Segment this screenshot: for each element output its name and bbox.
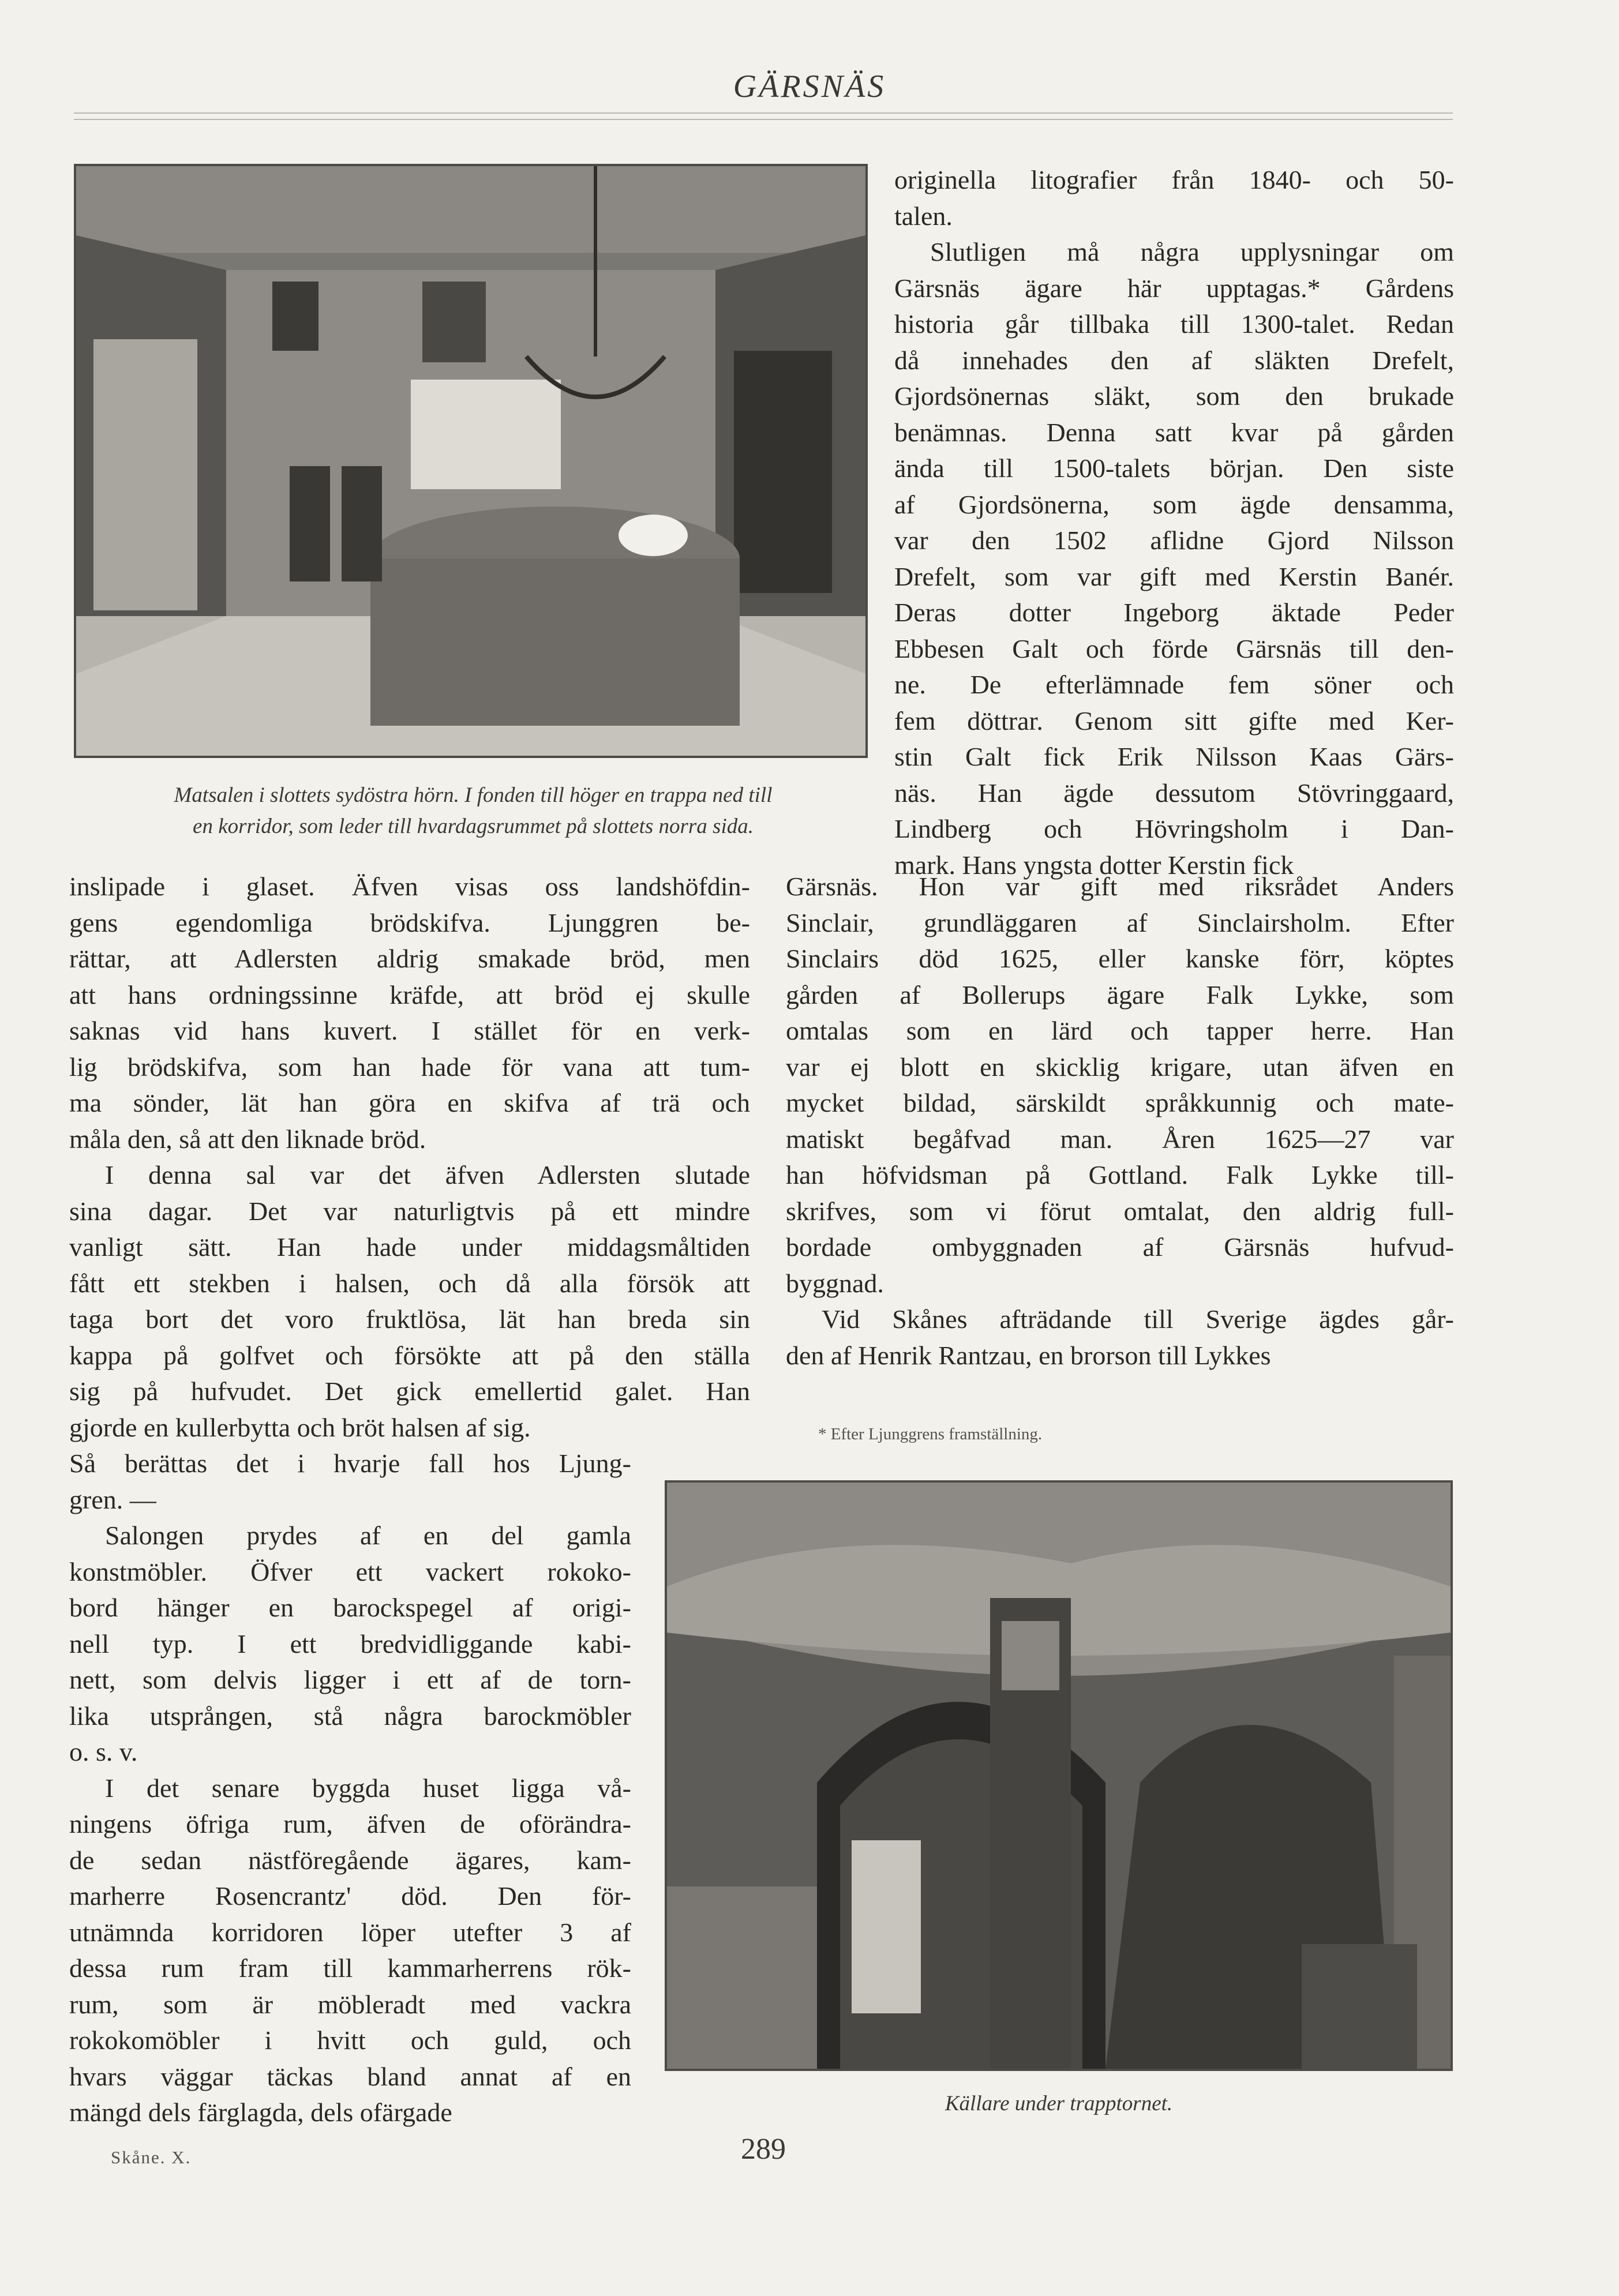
- text-line: utnämnda korridoren löper utefter 3 af: [69, 1917, 631, 1947]
- text-line: han höfvidsman på Gottland. Falk Lykke till-: [786, 1160, 1454, 1190]
- text-line: kappa på golfvet och försökte att på den ställa: [69, 1340, 750, 1370]
- text-line: vanligt sätt. Han hade under middagsmåltiden: [69, 1232, 750, 1262]
- text-line: stin Galt fick Erik Nilsson Kaas Gärs-: [894, 742, 1454, 771]
- text-line: af Gjordsönerna, som ägde densamma,: [894, 489, 1454, 519]
- text-line: lika utsprången, stå några barockmöbler: [69, 1701, 631, 1731]
- text-line: benämnas. Denna satt kvar på gården: [894, 417, 1454, 447]
- text-line: I denna sal var det äfven Adlersten slutade: [105, 1160, 750, 1190]
- text-line: rokokomöbler i hvitt och guld, och: [69, 2025, 631, 2055]
- text-line: bord hänger en barockspegel af origi-: [69, 1593, 631, 1622]
- text-line: rättar, att Adlersten aldrig smakade bröd, men: [69, 944, 750, 973]
- text-line: sina dagar. Det var naturligtvis på ett mindre: [69, 1196, 750, 1226]
- text-line: mängd dels färglagda, dels ofärgade: [69, 2098, 452, 2127]
- text-line: rum, som är möbleradt med vackra: [69, 1989, 631, 2019]
- text-line: matiskt begåfvad man. Åren 1625—27 var: [786, 1124, 1454, 1154]
- text-line: gjorde en kullerbytta och bröt halsen af sig.: [69, 1412, 531, 1442]
- text-line: mycket bildad, särskildt språkkunnig och mate-: [786, 1088, 1454, 1117]
- text-line: gens egendomliga brödskifva. Ljunggren be-: [69, 907, 750, 937]
- text-line: den af Henrik Rantzau, en brorson till Lykkes: [786, 1340, 1271, 1370]
- text-line: Gärsnäs ägare här upptagas.* Gårdens: [894, 273, 1454, 303]
- text-line: lig brödskifva, som han hade för vana att tum-: [69, 1052, 750, 1082]
- top-caption-line2: en korridor, som leder till hvardagsrummet på slottets norra sida.: [193, 815, 754, 838]
- text-line: var ej blott en skicklig krigare, utan äfven en: [786, 1052, 1454, 1082]
- text-line: Deras dotter Ingeborg äktade Peder: [894, 598, 1454, 627]
- text-line: I det senare byggda huset ligga vå-: [105, 1773, 631, 1803]
- text-line: o. s. v.: [69, 1737, 138, 1766]
- text-line: gren. —: [69, 1484, 156, 1514]
- text-line: originella litografier från 1840- och 50-: [894, 165, 1454, 194]
- text-line: saknas vid hans kuvert. I stället för en verk-: [69, 1016, 750, 1045]
- cellar-photo: [665, 1480, 1453, 2071]
- left-column-middle: [69, 869, 750, 1446]
- text-line: nett, som delvis ligger i ett af de torn-: [69, 1665, 631, 1694]
- dining-room-illustration: [76, 166, 865, 756]
- text-line: fått ett stekben i halsen, och då alla försök att: [69, 1268, 750, 1298]
- footnote: * Efter Ljunggrens framställning.: [818, 1425, 1043, 1443]
- printer-signature: Skåne. X.: [111, 2147, 192, 2167]
- text-line: bordade ombyggnaden af Gärsnäs hufvud-: [786, 1232, 1454, 1262]
- text-line: ningens öfriga rum, äfven de oförändra-: [69, 1809, 631, 1839]
- text-line: måla den, så att den liknade bröd.: [69, 1124, 426, 1154]
- text-line: mark. Hans yngsta dotter Kerstin fick: [894, 850, 1294, 880]
- text-line: omtalas som en lärd och tapper herre. Han: [786, 1016, 1454, 1045]
- dining-room-photo: [74, 164, 868, 758]
- header-rule: [74, 112, 1453, 114]
- text-line: gården af Bollerups ägare Falk Lykke, som: [786, 980, 1454, 1010]
- text-line: Drefelt, som var gift med Kerstin Banér.: [894, 561, 1454, 591]
- top-photo-caption: [52, 780, 894, 842]
- cellar-illustration: [667, 1483, 1451, 2069]
- text-line: var den 1502 aflidne Gjord Nilsson: [894, 526, 1454, 555]
- text-line: marherre Rosencrantz' död. Den för-: [69, 1881, 631, 1911]
- text-line: näs. Han ägde dessutom Stövringgaard,: [894, 778, 1454, 808]
- text-line: ne. De efterlämnade fem söner och: [894, 670, 1454, 699]
- text-line: de sedan nästföregående ägares, kam-: [69, 1845, 631, 1875]
- text-line: Gjordsönernas släkt, som den brukade: [894, 381, 1454, 411]
- text-line: historia går tillbaka till 1300-talet. Redan: [894, 309, 1454, 339]
- bottom-photo-caption: Källare under trapptornet.: [945, 2092, 1173, 2115]
- text-line: byggnad.: [786, 1268, 884, 1298]
- text-line: att hans ordningssinne kräfde, att bröd ej skulle: [69, 980, 750, 1010]
- text-line: Salongen prydes af en del gamla: [105, 1521, 631, 1550]
- text-line: inslipade i glaset. Äfven visas oss landshöfdin-: [69, 872, 750, 901]
- text-line: konstmöbler. Öfver ett vackert rokoko-: [69, 1556, 631, 1586]
- running-title: GÄRSNÄS: [733, 69, 886, 104]
- text-line: Slutligen må några upplysningar om: [930, 237, 1454, 267]
- text-line: dessa rum fram till kammarherrens rök-: [69, 1953, 631, 1983]
- text-line: taga bort det voro fruktlösa, lät han breda sin: [69, 1304, 750, 1334]
- top-caption-line1: Matsalen i slottets sydöstra hörn. I fonden till höger en trappa ned till: [174, 783, 773, 807]
- text-line: Sinclair, grundläggaren af Sinclairsholm. Efter: [786, 907, 1454, 937]
- text-line: ända till 1500-talets början. Den siste: [894, 453, 1454, 483]
- text-line: Lindberg och Hövringsholm i Dan-: [894, 814, 1454, 843]
- text-line: då innehades den af släkten Drefelt,: [894, 345, 1454, 375]
- left-column-bottom: [69, 1446, 631, 2131]
- text-line: fem döttrar. Genom sitt gifte med Ker-: [894, 706, 1454, 736]
- text-line: ma sönder, lät han göra en skifva af trä och: [69, 1088, 750, 1117]
- text-line: Så berättas det i hvarje fall hos Ljung-: [69, 1449, 631, 1478]
- text-line: talen.: [894, 201, 953, 231]
- text-line: sig på hufvudet. Det gick emellertid galet. Han: [69, 1376, 750, 1406]
- text-line: Gärsnäs. Hon var gift med riksrådet Anders: [786, 872, 1454, 901]
- text-line: Vid Skånes afträdande till Sverige ägdes går-: [822, 1304, 1454, 1334]
- text-line: skrifves, som vi förut omtalat, den aldrig full-: [786, 1196, 1454, 1226]
- text-line: Sinclairs död 1625, eller kanske förr, köptes: [786, 944, 1454, 973]
- text-line: nell typ. I ett bredvidliggande kabi-: [69, 1629, 631, 1659]
- right-column-top: [894, 162, 1454, 883]
- text-line: hvars väggar täckas bland annat af en: [69, 2061, 631, 2091]
- text-line: Ebbesen Galt och förde Gärsnäs till den-: [894, 633, 1454, 663]
- right-column-middle: [786, 869, 1454, 1374]
- page-number: 289: [741, 2133, 786, 2166]
- header-rule-thin: [74, 119, 1453, 120]
